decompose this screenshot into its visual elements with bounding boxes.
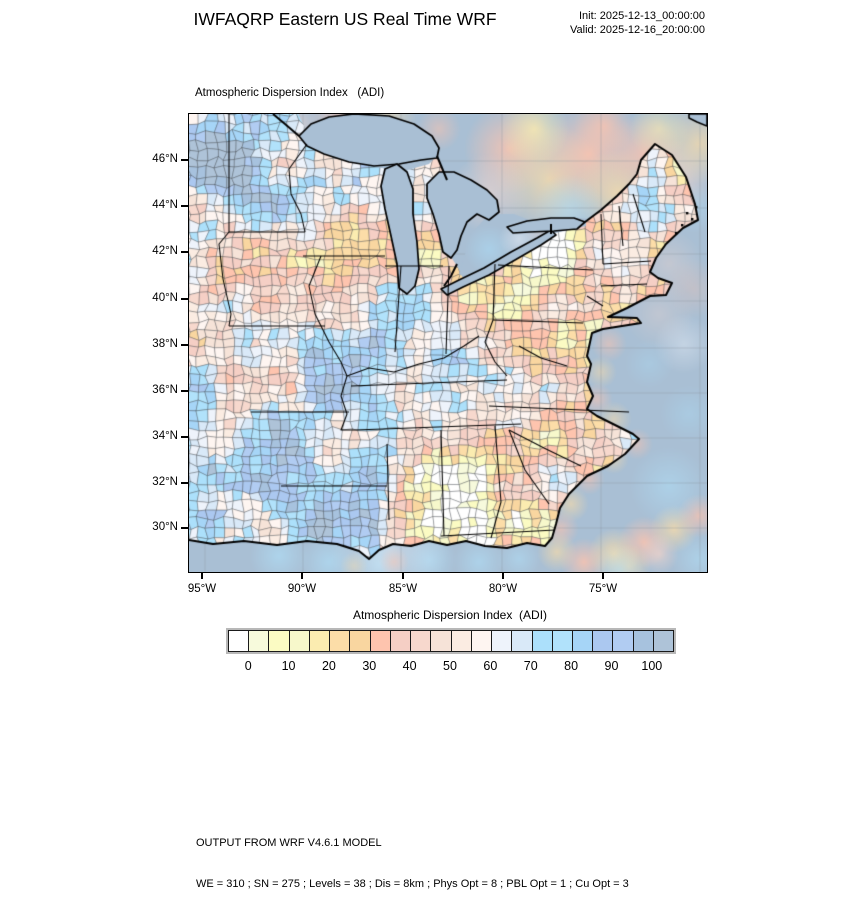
lat-tick-label: 42°N — [152, 245, 178, 257]
map-subtitle: Atmospheric Dispersion Index (ADI) — [195, 87, 385, 99]
colorbar-cell — [512, 631, 532, 651]
lat-tick-label: 32°N — [152, 476, 178, 488]
colorbar-cell — [431, 631, 451, 651]
colorbar-cell — [492, 631, 512, 651]
init-time: Init: 2025-12-13_00:00:00 — [579, 10, 705, 22]
lat-tick-label: 44°N — [152, 199, 178, 211]
lat-tick-label: 40°N — [152, 292, 178, 304]
lon-tick-label: 75°W — [588, 583, 618, 595]
lon-tick-label: 80°W — [488, 583, 518, 595]
colorbar-labels — [228, 659, 672, 675]
colorbar-cell — [249, 631, 269, 651]
colorbar-tick-label: 70 — [523, 659, 538, 673]
footer-line-2: WE = 310 ; SN = 275 ; Levels = 38 ; Dis = 8km ; Phys Opt = 8 ; PBL Opt = 1 ; Cu Opt = 3 — [196, 877, 629, 890]
colorbar-cell — [310, 631, 330, 651]
lat-tick-mark — [181, 251, 188, 253]
lat-tick-mark — [181, 205, 188, 207]
colorbar — [226, 628, 676, 654]
colorbar-tick-label: 30 — [362, 659, 377, 673]
map-canvas — [189, 114, 707, 572]
lat-tick-mark — [181, 159, 188, 161]
colorbar-cell — [229, 631, 249, 651]
lat-tick-label: 30°N — [152, 521, 178, 533]
colorbar-tick-label: 100 — [641, 659, 663, 673]
colorbar-cell — [411, 631, 431, 651]
colorbar-cell — [350, 631, 370, 651]
colorbar-cells — [228, 630, 674, 652]
lon-tick-label: 95°W — [187, 583, 217, 595]
colorbar-tick-label: 50 — [443, 659, 457, 673]
colorbar-tick-label: 90 — [604, 659, 619, 673]
colorbar-cell — [613, 631, 633, 651]
colorbar-cell — [533, 631, 553, 651]
run-time-block — [570, 10, 705, 37]
lon-tick-label: 90°W — [287, 583, 317, 595]
colorbar-cell — [553, 631, 573, 651]
lat-tick-label: 38°N — [152, 338, 178, 350]
colorbar-cell — [452, 631, 472, 651]
colorbar-cell — [290, 631, 310, 651]
valid-time: Valid: 2025-12-16_20:00:00 — [570, 23, 705, 36]
lat-tick-label: 46°N — [152, 153, 178, 165]
colorbar-cell — [634, 631, 654, 651]
colorbar-tick-label: 60 — [483, 659, 498, 673]
colorbar-tick-label: 80 — [564, 659, 579, 673]
lat-tick-label: 36°N — [152, 384, 178, 396]
colorbar-cell — [573, 631, 593, 651]
colorbar-cell — [371, 631, 391, 651]
lat-tick-mark — [181, 298, 188, 300]
lon-tick-mark — [402, 572, 404, 579]
lon-tick-label: 85°W — [388, 583, 418, 595]
colorbar-cell — [269, 631, 289, 651]
colorbar-tick-label: 20 — [321, 659, 336, 673]
lon-tick-mark — [201, 572, 203, 579]
colorbar-cell — [654, 631, 673, 651]
lon-tick-mark — [301, 572, 303, 579]
colorbar-cell — [391, 631, 411, 651]
lat-tick-mark — [181, 390, 188, 392]
colorbar-title: Atmospheric Dispersion Index (ADI) — [352, 608, 548, 622]
plot-title: IWFAQRP Eastern US Real Time WRF — [193, 9, 497, 29]
colorbar-tick-label: 10 — [281, 659, 296, 673]
colorbar-tick-label: 40 — [402, 659, 417, 673]
lon-tick-mark — [502, 572, 504, 579]
colorbar-cell — [330, 631, 350, 651]
lat-tick-label: 34°N — [152, 430, 178, 442]
lat-tick-mark — [181, 527, 188, 529]
lat-tick-mark — [181, 482, 188, 484]
map-frame — [188, 113, 708, 573]
lat-tick-mark — [181, 344, 188, 346]
colorbar-tick-label: 0 — [244, 659, 252, 673]
lat-tick-mark — [181, 436, 188, 438]
colorbar-cell — [472, 631, 492, 651]
model-footer — [196, 810, 629, 905]
footer-line-1: OUTPUT FROM WRF V4.6.1 MODEL — [196, 837, 382, 849]
colorbar-cell — [593, 631, 613, 651]
lon-tick-mark — [602, 572, 604, 579]
